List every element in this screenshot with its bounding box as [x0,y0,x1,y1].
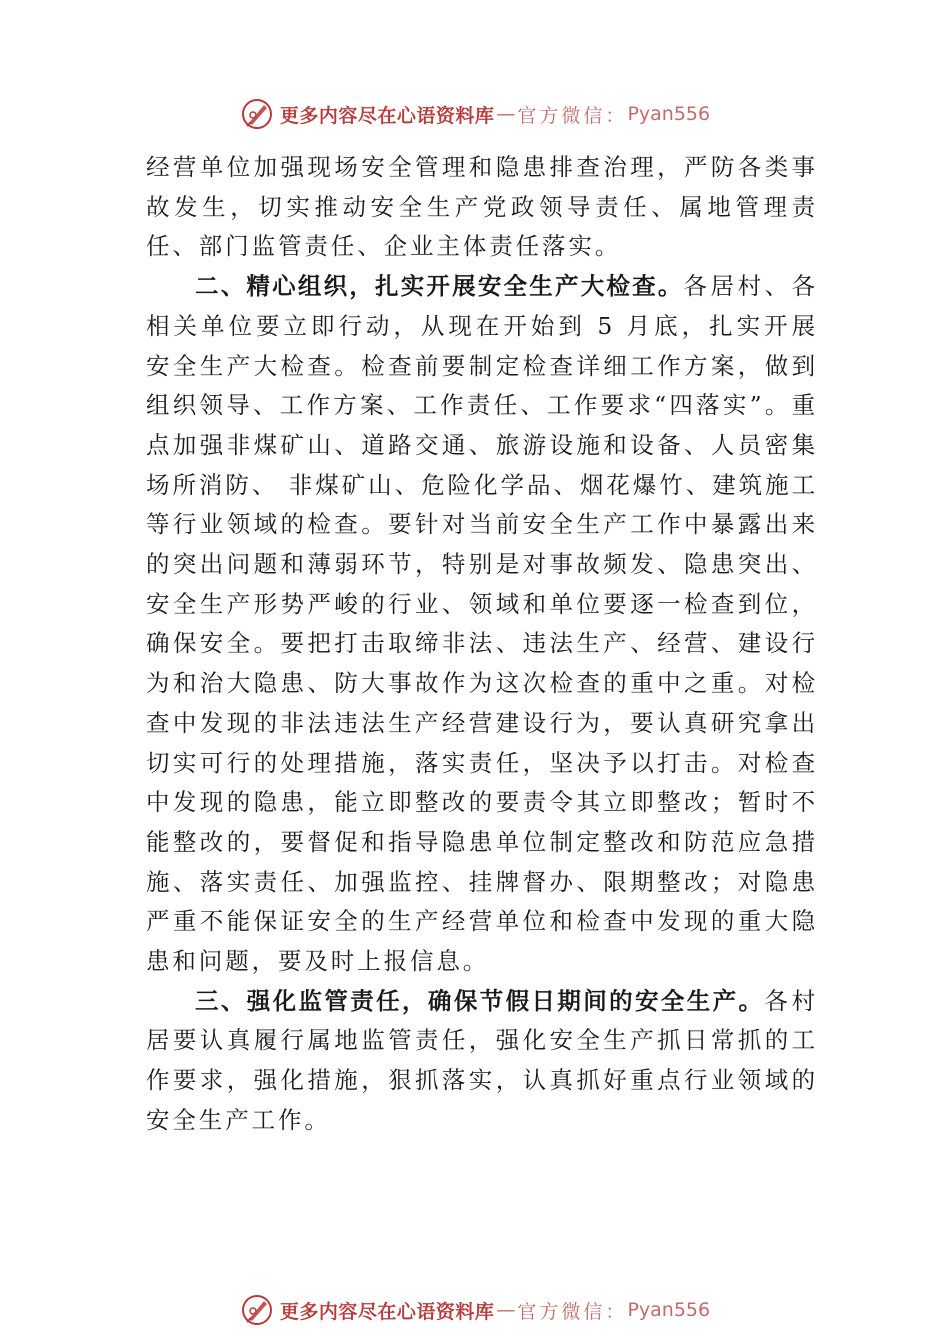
watermark-wechat-label: 官方微信： [517,104,628,127]
section-3-text: 各村居要认真履行属地监管责任，强化安全生产抓日常抓的工作要求，强化措施，狠抓落实，认真抓好重点行业领域的安全生产工作。 [146,986,818,1134]
watermark-separator: — [496,1299,516,1321]
watermark-wechat-id: Pyan556 [627,103,711,125]
paragraph-continuation: 经营单位加强现场安全管理和隐患排查治理，严防各类事故发生，切实推动安全生产党政领导责任、属地管理责任、部门监管责任、企业主体责任落实。 [146,153,818,261]
section-2-text: 各居村、各相关单位要立即行动，从现在开始到 5 月底，扎实开展安全生产大检查。检查前要制定检查详细工作方案，做到组织领导、工作方案、工作责任、工作要求“四落实”。重点加强非煤矿山、道路交通、旅游设施和设备、人员密集场所消防、 非煤矿山、危险化学品、烟花爆竹、建筑施工等行业领域的检查。要针对当前安全生产工作中暴露出来的突出问题和薄弱环节，特别是对事故频发、隐患突出、安全生产形势严峻的行业、领域和单位要逐一检查到位，确保安全。要把打击取缔非法、违法生产、经营、建设行为和治大隐患、防大事故作为这次检查的重中之重。对检查中发现的非法违法生产经营建设行为，要认真研究拿出切实可行的处理措施，落实责任，坚决予以打击。对检查中发现的隐患，能立即整改的要责令其立即整改；暂时不能整改的，要督促和指导隐患单位制定整改和防范应急措施、落实责任、加强监控、挂牌督办、限期整改；对隐患严重不能保证安全的生产经营单位和检查中发现的重大隐患和问题，要及时上报信息。 [146,272,818,976]
paragraph-section-2 [146,267,818,982]
document-body [146,148,818,1141]
watermark-brand: 更多内容尽在心语资料库 [279,104,495,127]
watermark-brand: 更多内容尽在心语资料库 [279,1300,495,1323]
quill-pen-circle-icon [240,97,274,131]
paragraph-section-3 [146,982,818,1141]
watermark-wechat-id: Pyan556 [627,1299,711,1321]
watermark-separator: — [496,103,516,125]
header-watermark [0,94,950,134]
section-3-heading: 三、强化监管责任，确保节假日期间的安全生产。 [195,986,765,1015]
watermark-wechat-label: 官方微信： [517,1300,628,1323]
footer-watermark [0,1290,950,1330]
quill-pen-circle-icon [240,1293,274,1327]
section-2-heading: 二、精心组织，扎实开展安全生产大检查。 [195,272,684,301]
